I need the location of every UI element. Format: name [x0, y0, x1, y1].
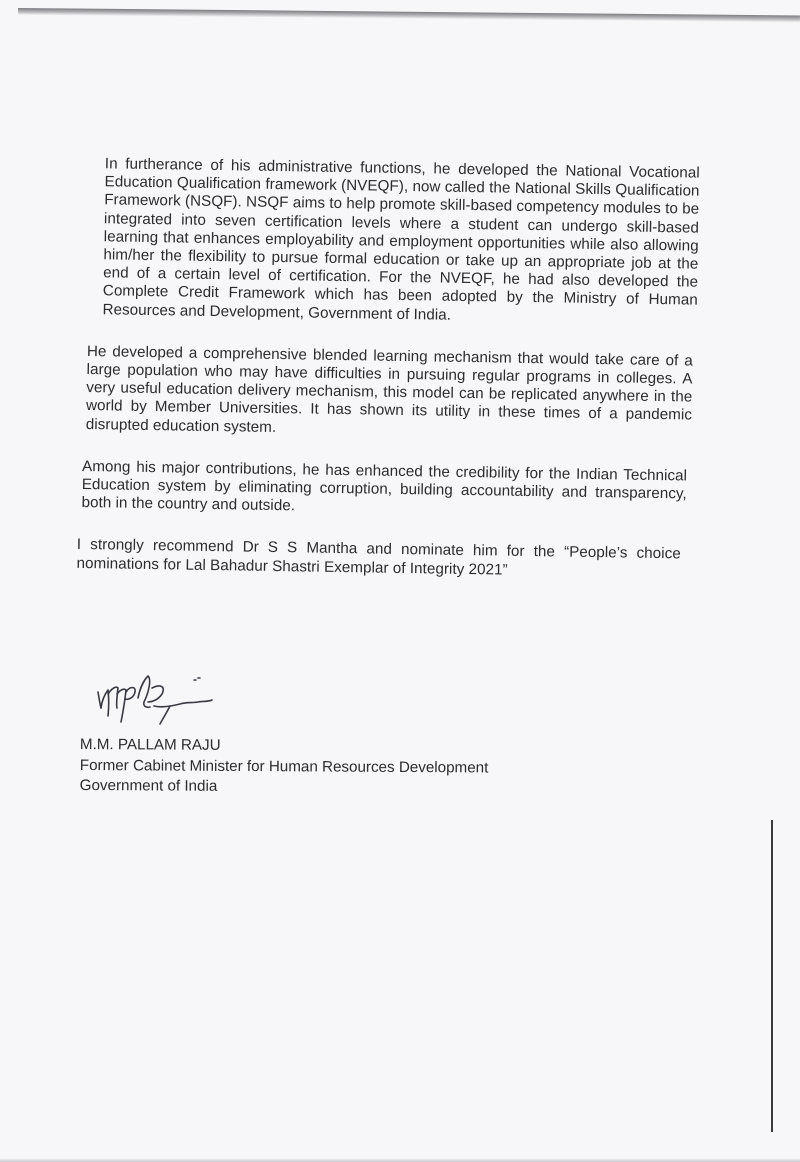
- scan-bottom-edge: [0, 1158, 800, 1162]
- scan-right-edge: [771, 820, 773, 1132]
- signatory-name: M.M. PALLAM RAJU: [79, 736, 221, 754]
- paragraph-contributions: Among his major contributions, he has enhanced the credibility for the Indian Technical Education system by eliminating corruption, building accountability and transparency, both in the country and outside.: [81, 457, 688, 515]
- paragraph-recommendation: I strongly recommend Dr S S Mantha and nominate him for the “People’s choice nominations for Lal Bahadur Shastri Exemplar of Integrity 2021”: [76, 536, 681, 579]
- letter-body: [76, 155, 700, 606]
- handwritten-signature: [90, 672, 230, 736]
- signatory-organization: Government of India: [79, 776, 218, 795]
- signatory-title: Former Cabinet Minister for Human Resources Development: [79, 756, 489, 776]
- signatory-details: [80, 735, 489, 799]
- paragraph-nveqf: In furtherance of his administrative functions, he developed the National Vocational Education Qualification framework (NVEQF), now called the National Skills Qualification Framework (NSQF). NSQF aims to help promote skill-based competency modules to be integrated into seven certification levels where a student can undergo skill-based learning that enhances employability and employment opportunities while also allowing him/her the flexibility to pursue formal education or take up an appropriate job at the end of a certain level of certification. For the NVEQF, he had also developed the Complete Credit Framework which has been adopted by the Ministry of Human Resources and Development, Government of India.: [102, 155, 700, 324]
- paragraph-blended-learning: He developed a comprehensive blended learning mechanism that would take care of a large population who may have difficulties in pursuing regular programs in colleges. A very useful education delivery mechanism, this model can be replicated anywhere in the world by Member Universities. It has shown its utility in these times of a pandemic disrupted education system.: [85, 342, 693, 436]
- scan-top-edge: [18, 8, 800, 23]
